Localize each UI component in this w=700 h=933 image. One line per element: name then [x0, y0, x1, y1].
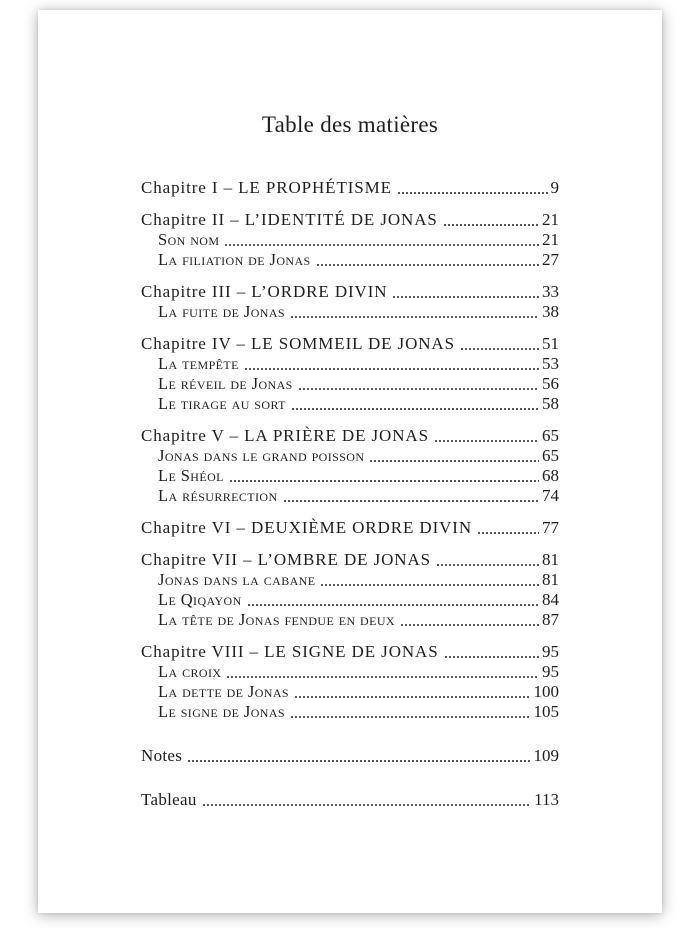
dot-leader	[460, 346, 539, 351]
dot-leader	[397, 190, 548, 195]
toc-entry	[141, 486, 559, 506]
toc-entry-page: 105	[533, 702, 559, 721]
toc-entry	[141, 610, 559, 630]
dot-leader	[434, 438, 539, 443]
toc-entry-page: 113	[534, 790, 559, 809]
toc-entry	[141, 662, 559, 682]
toc-entry	[141, 426, 559, 446]
toc-entry-label: Chapitre V – LA PRIÈRE DE JONAS	[141, 426, 429, 445]
toc-entry-label: Notes	[141, 746, 183, 765]
toc-entry-label: La tête de Jonas fendue en deux	[158, 610, 395, 629]
page-title: Table des matières	[261, 112, 439, 137]
toc-entry	[141, 590, 559, 610]
dot-leader	[229, 478, 539, 483]
dot-leader	[202, 802, 531, 807]
toc-entry-page: 33	[542, 282, 559, 301]
toc-entry-page: 58	[542, 394, 559, 413]
table-of-contents	[141, 178, 559, 810]
toc-entry	[141, 642, 559, 662]
toc-entry-label: Le signe de Jonas	[158, 702, 286, 721]
toc-entry	[141, 790, 559, 810]
dot-leader	[247, 602, 539, 607]
toc-entry-label: Chapitre I – LE PROPHÉTISME	[141, 178, 392, 197]
toc-entry-page: 21	[542, 210, 559, 229]
toc-entry	[141, 250, 559, 270]
toc-entry-label: Son nom	[158, 230, 220, 249]
toc-entry-label: La fuite de Jonas	[158, 302, 286, 321]
toc-entry-page: 109	[533, 746, 559, 765]
dot-leader	[316, 262, 539, 267]
toc-entry-page: 81	[542, 550, 559, 569]
dot-leader	[392, 294, 539, 299]
dot-leader	[298, 386, 539, 391]
toc-entry-label: Chapitre VII – L’OMBRE DE JONAS	[141, 550, 431, 569]
dot-leader	[400, 622, 539, 627]
toc-entry-label: Jonas dans la cabane	[158, 570, 316, 589]
dot-leader	[369, 458, 539, 463]
toc-entry-page: 87	[542, 610, 559, 629]
toc-entry-label: La résurrection	[158, 486, 278, 505]
toc-entry	[141, 230, 559, 250]
dot-leader	[294, 694, 531, 699]
toc-entry	[141, 746, 559, 766]
toc-entry-page: 81	[542, 570, 559, 589]
dot-leader	[244, 366, 539, 371]
toc-entry	[141, 446, 559, 466]
toc-entry	[141, 374, 559, 394]
toc-entry	[141, 282, 559, 302]
dot-leader	[224, 242, 539, 247]
book-page	[38, 10, 662, 913]
toc-entry-label: Le Shéol	[158, 466, 224, 485]
toc-entry-page: 21	[542, 230, 559, 249]
toc-entry-label: La dette de Jonas	[158, 682, 289, 701]
dot-leader	[187, 758, 530, 763]
dot-leader	[444, 654, 539, 659]
dot-leader	[290, 314, 539, 319]
toc-entry-label: Le tirage au sort	[158, 394, 286, 413]
dot-leader	[291, 406, 539, 411]
toc-entry-label: La filiation de Jonas	[158, 250, 311, 269]
toc-entry-label: La tempête	[158, 354, 239, 373]
dot-leader	[477, 530, 539, 535]
toc-entry	[141, 210, 559, 230]
toc-entry-page: 74	[542, 486, 559, 505]
toc-entry-page: 38	[542, 302, 559, 321]
toc-entry	[141, 334, 559, 354]
toc-entry-label: Chapitre III – L’ORDRE DIVIN	[141, 282, 388, 301]
dot-leader	[290, 714, 530, 719]
toc-entry	[141, 178, 559, 198]
toc-entry-page: 65	[542, 446, 559, 465]
toc-entry	[141, 518, 559, 538]
toc-entry-page: 56	[542, 374, 559, 393]
toc-entry-page: 100	[533, 682, 559, 701]
toc-entry-page: 84	[542, 590, 559, 609]
dot-leader	[226, 674, 539, 679]
dot-leader	[436, 562, 539, 567]
toc-entry-page: 27	[542, 250, 559, 269]
toc-entry-page: 65	[542, 426, 559, 445]
toc-entry-label: Chapitre VI – DEUXIÈME ORDRE DIVIN	[141, 518, 473, 537]
toc-entry-page: 77	[542, 518, 559, 537]
toc-entry-label: Tableau	[141, 790, 197, 809]
toc-entry-page: 68	[542, 466, 559, 485]
toc-entry	[141, 394, 559, 414]
toc-entry-page: 95	[542, 642, 559, 661]
toc-entry-page: 51	[542, 334, 559, 353]
toc-entry-label: Chapitre IV – LE SOMMEIL DE JONAS	[141, 334, 455, 353]
toc-entry	[141, 302, 559, 322]
toc-entry-label: Le réveil de Jonas	[158, 374, 293, 393]
toc-entry	[141, 550, 559, 570]
toc-entry-label: Le Qiqayon	[158, 590, 242, 609]
toc-entry-page: 53	[542, 354, 559, 373]
dot-leader	[320, 582, 539, 587]
toc-entry	[141, 682, 559, 702]
toc-entry-page: 95	[542, 662, 559, 681]
dot-leader	[283, 498, 539, 503]
toc-entry-page: 9	[550, 178, 559, 197]
toc-entry-label: Chapitre VIII – LE SIGNE DE JONAS	[141, 642, 439, 661]
dot-leader	[443, 222, 539, 227]
toc-entry	[141, 702, 559, 722]
toc-entry	[141, 354, 559, 374]
toc-entry-label: Chapitre II – L’IDENTITÉ DE JONAS	[141, 210, 438, 229]
toc-entry	[141, 570, 559, 590]
toc-entry-label: La croix	[158, 662, 222, 681]
toc-entry	[141, 466, 559, 486]
toc-entry-label: Jonas dans le grand poisson	[158, 446, 365, 465]
